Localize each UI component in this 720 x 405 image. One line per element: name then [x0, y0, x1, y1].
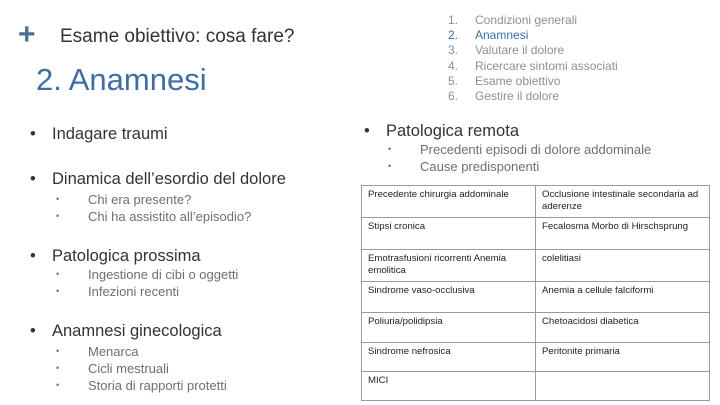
table-cell: Stipsi cronica	[362, 218, 536, 250]
table-cell: Sindrome vaso-occlusiva	[362, 282, 536, 313]
causes-table	[361, 185, 710, 401]
bullet-anamnesi-ginecologica: • Anamnesi ginecologica	[30, 322, 222, 340]
table-cell: Precedente chirurgia addominale	[362, 186, 536, 218]
table-row	[362, 186, 710, 218]
toc-item: 4. Ricercare sintomi associati	[448, 58, 618, 73]
bullet-indagare-traumi: • Indagare traumi	[30, 125, 168, 143]
table-row	[362, 218, 710, 250]
table-cell: Anemia a cellule falciformi	[536, 282, 710, 313]
table-cell: Occlusione intestinale secondaria ad aderenze	[536, 186, 710, 218]
toc-item: 3. Valutare il dolore	[448, 43, 565, 58]
plus-icon: +	[18, 18, 36, 51]
slide-title: Esame obiettivo: cosa fare?	[60, 26, 295, 47]
sublist-patologica-remota: • Precedenti episodi di dolore addominale • Cause predisponenti	[388, 142, 652, 174]
toc-item: 5. Esame obiettivo	[448, 73, 561, 88]
table-cell	[536, 372, 710, 401]
toc-item: 6. Gestire il dolore	[448, 88, 560, 103]
table-cell: Poliuria/polidipsia	[362, 313, 536, 343]
table-row	[362, 282, 710, 313]
table-cell: Peritonite primaria	[536, 343, 710, 372]
table-row	[362, 250, 710, 282]
sublist-ginecologica: • Menarca • Cicli mestruali • Storia di rapporti protetti	[56, 344, 227, 393]
bullet-patologica-remota: • Patologica remota	[364, 122, 519, 140]
toc-item-active: 2. Anamnesi	[448, 28, 529, 43]
table-row	[362, 343, 710, 372]
table-cell: Chetoacidosi diabetica	[536, 313, 710, 343]
table-row	[362, 372, 710, 401]
table-cell: colelitiasi	[536, 250, 710, 282]
table-cell: MICI	[362, 372, 536, 401]
section-title: 2. Anamnesi	[36, 62, 207, 97]
sublist-dinamica: • Chi era presente? • Chi ha assistito all’episodio?	[56, 192, 252, 224]
bullet-dinamica: • Dinamica dell’esordio del dolore	[30, 170, 286, 188]
table-row	[362, 313, 710, 343]
sublist-patologica-prossima: • Ingestione di cibi o oggetti • Infezioni recenti	[56, 267, 239, 299]
toc-item: 1. Condizioni generali	[448, 13, 578, 27]
table-cell: Sindrome nefrosica	[362, 343, 536, 372]
bullet-patologica-prossima: • Patologica prossima	[30, 247, 201, 265]
table-cell: Fecalosma Morbo di Hirschsprung	[536, 218, 710, 250]
table-cell: Emotrasfusioni ricorrenti Anemia emolitica	[362, 250, 536, 282]
toc-list	[448, 13, 618, 104]
